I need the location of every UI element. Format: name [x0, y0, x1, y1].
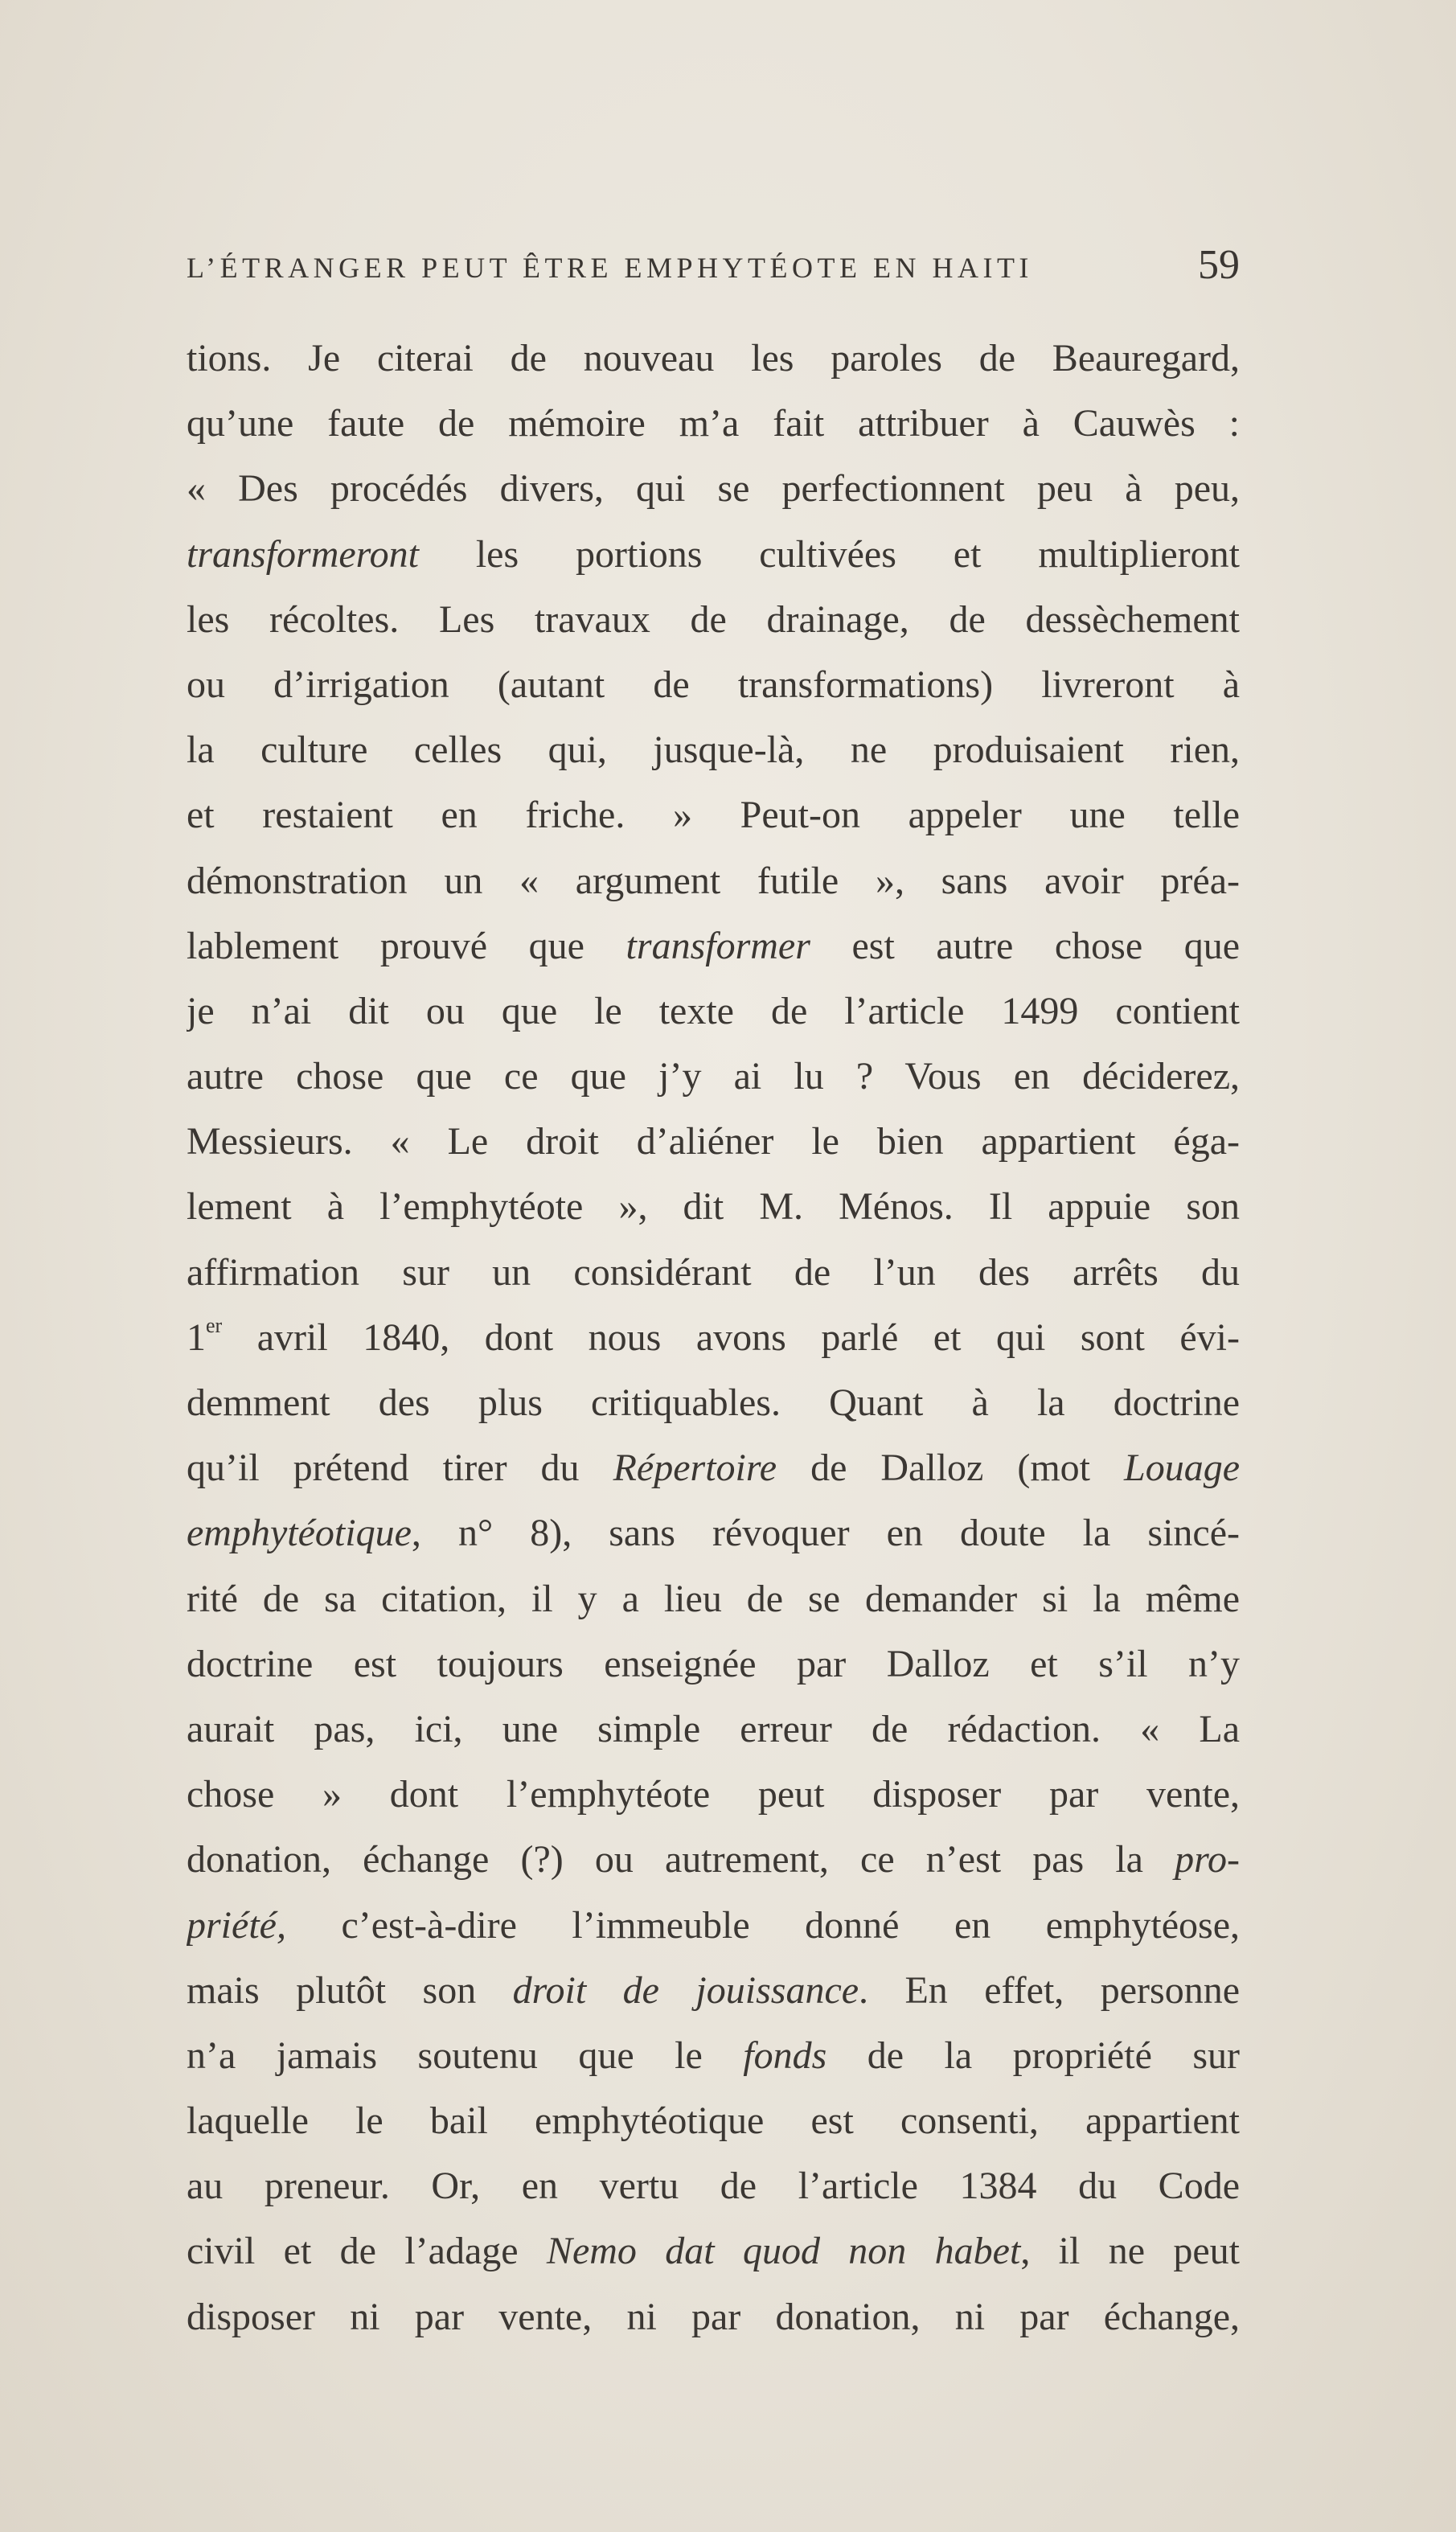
- text-line: Messieurs. « Le droit d’aliéner le bien appartient éga-: [187, 1120, 1240, 1163]
- text-line: les récoltes. Les travaux de drainage, de dessèchement: [187, 597, 1240, 641]
- text-line: affirmation sur un considérant de l’un des arrêts du: [187, 1250, 1240, 1294]
- body-text: [187, 326, 1240, 2349]
- text-line: et restaient en friche. » Peut-on appeler une telle: [187, 794, 1240, 837]
- text-line: mais plutôt son droit de jouissance. En effet, personne: [187, 1968, 1240, 2012]
- text-line: lement à l’emphytéote », dit M. Ménos. Il appuie son: [187, 1185, 1240, 1229]
- page-header: [187, 241, 1248, 298]
- text-line: civil et de l’adage Nemo dat quod non habet, il ne peut: [187, 2230, 1240, 2273]
- text-line: 1er avril 1840, dont nous avons parlé et qui sont évi-: [187, 1313, 1240, 1359]
- text-line: disposer ni par vente, ni par donation, ni par échange,: [187, 2295, 1240, 2338]
- page-number: 59: [1198, 242, 1240, 288]
- running-head: L’ÉTRANGER PEUT ÊTRE EMPHYTÉOTE EN HAITI: [187, 252, 1033, 284]
- text-line: chose » dont l’emphytéote peut disposer par vente,: [187, 1773, 1240, 1816]
- text-line: demment des plus critiquables. Quant à la doctrine: [187, 1381, 1240, 1424]
- text-line: donation, échange (?) ou autrement, ce n’est pas la pro-: [187, 1838, 1240, 1882]
- text-line: qu’une faute de mémoire m’a fait attribuer à Cauwès :: [187, 402, 1240, 445]
- text-line: je n’ai dit ou que le texte de l’article 1499 contient: [187, 989, 1240, 1032]
- text-line: au preneur. Or, en vertu de l’article 1384 du Code: [187, 2165, 1240, 2208]
- text-line: tions. Je citerai de nouveau les paroles de Beauregard,: [187, 337, 1240, 380]
- text-line: emphytéotique, n° 8), sans révoquer en doute la sincé-: [187, 1512, 1240, 1555]
- text-line: ou d’irrigation (autant de transformations) livreront à: [187, 663, 1240, 706]
- text-line: laquelle le bail emphytéotique est consenti, appartient: [187, 2099, 1240, 2143]
- text-line: doctrine est toujours enseignée par Dalloz et s’il n’y: [187, 1642, 1240, 1685]
- text-line: rité de sa citation, il y a lieu de se demander si la même: [187, 1577, 1240, 1620]
- text-line: « Des procédés divers, qui se perfectionnent peu à peu,: [187, 467, 1240, 511]
- text-line: n’a jamais soutenu que le fonds de la propriété sur: [187, 2033, 1240, 2077]
- text-line: lablement prouvé que transformer est autre chose que: [187, 924, 1240, 967]
- text-line: la culture celles qui, jusque-là, ne produisaient rien,: [187, 728, 1240, 772]
- text-line: priété, c’est-à-dire l’immeuble donné en emphytéose,: [187, 1903, 1240, 1947]
- text-line: transformeront les portions cultivées et multiplieront: [187, 532, 1240, 576]
- text-line: aurait pas, ici, une simple erreur de rédaction. « La: [187, 1707, 1240, 1750]
- text-line: qu’il prétend tirer du Répertoire de Dalloz (mot Louage: [187, 1447, 1240, 1490]
- text-line: autre chose que ce que j’y ai lu ? Vous en déciderez,: [187, 1055, 1240, 1098]
- text-line: démonstration un « argument futile », sans avoir préa-: [187, 859, 1240, 902]
